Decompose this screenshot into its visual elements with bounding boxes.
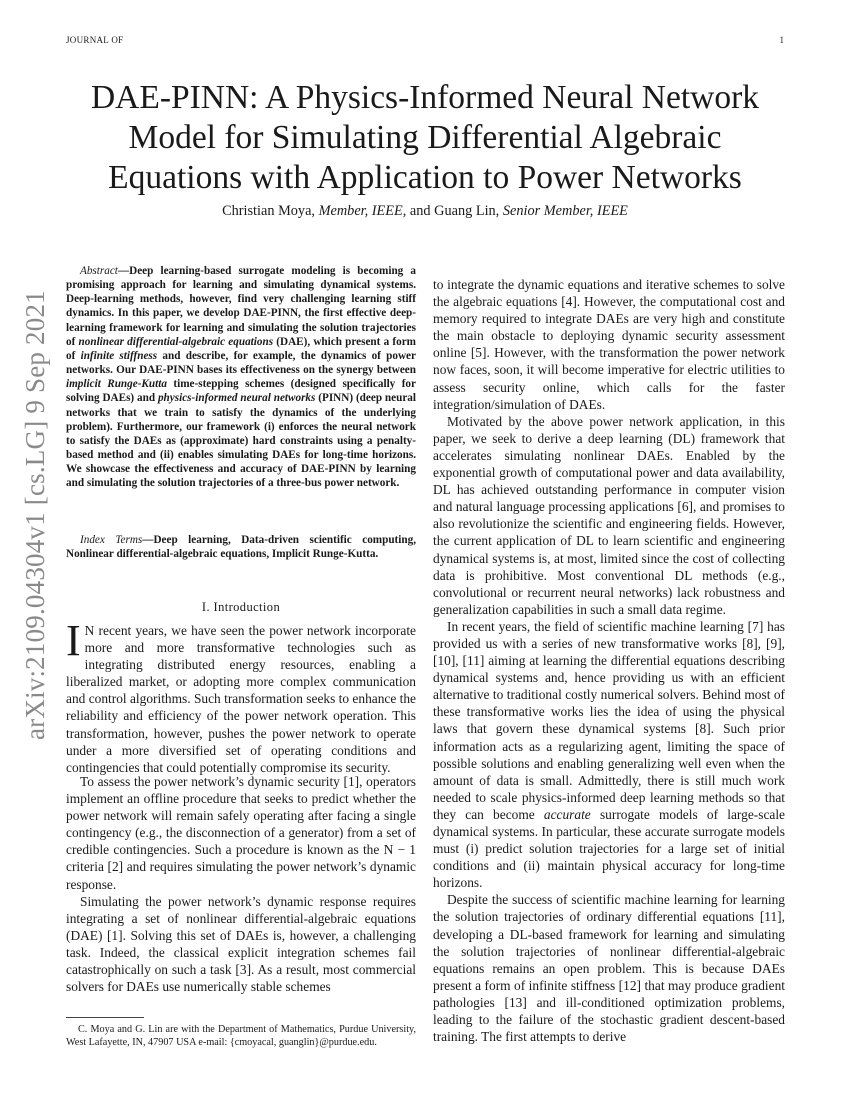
abstract-text-1: —Deep learning-based surrogate modeling is becoming a promising approach for learning and simulating dynamical systems. Deep-learning methods, however, find very challenging learning stiff dynamics. In this paper, we develop DAE-PINN, the first effective deep-learning framework for learning and simulating the solution trajectories of: [66, 265, 416, 348]
arxiv-identifier[interactable]: arXiv:2109.04304v1 [cs.LG] 9 Sep 2021: [20, 290, 50, 740]
drop-cap: I: [66, 616, 81, 665]
intro-paragraph-2: To assess the power network’s dynamic security [1], operators implement an offline procedure that seeks to predict whether the power network will remain safely operating after facing a single contingency (e.g., the disconnection of a generator) from a set of credible contingencies. Such a procedure is known as the N − 1 criteria [2] and requires simulating the power network’s dynamic response.: [66, 774, 416, 892]
abstract-text-4: time-stepping schemes (designed specifically for solving DAEs) and: [66, 378, 416, 405]
section-heading-introduction: I. Introduction: [201, 600, 281, 614]
abstract-text-3: and describe, for example, the dynamics of power networks. Our DAE-PINN bases its effectiveness on the synergy between: [66, 349, 416, 377]
page-number: 1: [779, 35, 784, 45]
abstract: [66, 264, 416, 491]
index-terms-label: Index Terms: [80, 534, 143, 546]
author-joiner: and: [406, 203, 435, 219]
paper-title: [66, 78, 784, 198]
author-2-name: Guang Lin,: [434, 203, 500, 219]
right-paragraph-2: Motivated by the above power network application, in this paper, we seek to derive a deep learning (DL) framework that accelerates simulating nonlinear DAEs. Enabled by the exponential growth of computational power and data availability, DL has achieved outstanding performance in computer vision and natural language processing applications [6], and promises to also revolutionize the scientific and engineering fields. However, the current application of DL to learn scientific and engineering dynamical systems is, at most, limited since the cost of collecting data is prohibitive. Most conventional DL methods (e.g., convolutional or recurrent neural networks) lack robustness and generalization capabilities in such a small data regime.: [433, 413, 785, 617]
abstract-label: Abstract: [80, 265, 118, 277]
abstract-emphasis-2: infinite stiffness: [80, 349, 158, 362]
running-header: JOURNAL OF: [66, 35, 124, 45]
title-line-3: Equations with Application to Power Networks: [108, 159, 742, 196]
right-paragraph-3-text-b: surrogate models of large-scale dynamical systems. In particular, these accurate surrogate models must (i) predict solution trajectories for a large set of initial conditions and (ii) maintain physical accuracy for long-time horizons.: [433, 806, 785, 891]
author-2-role: Senior Member, IEEE: [502, 203, 628, 219]
abstract-emphasis-4: physics-informed neural networks: [157, 392, 316, 405]
abstract-emphasis-1: nonlinear differential-algebraic equations: [78, 335, 274, 348]
index-terms-text: —Deep learning, Data-driven scientific computing, Nonlinear differential-algebraic equations, Implicit Runge-Kutta.: [66, 534, 417, 561]
author-affiliation-footnote: C. Moya and G. Lin are with the Department of Mathematics, Purdue University, West Lafayette, IN, 47907 USA e-mail: {cmoyacal, guanglin}@purdue.edu.: [66, 1024, 416, 1048]
intro-paragraph-3: Simulating the power network’s dynamic response requires integrating a set of nonlinear differential-algebraic equations (DAE) [1]. Solving this set of DAEs is, however, a challenging task. Indeed, the classical explicit integration schemes fail catastrophically on such a task [3]. As a result, most commercial solvers for DAEs use numerically stable schemes: [66, 893, 416, 995]
abstract-text-2: (DAE), which present a form of: [66, 335, 416, 362]
right-paragraph-3-text-a: In recent years, the field of scientific machine learning [7] has provided us with a series of new transformative works [8], [9], [10], [11] aiming at learning the differential equations describing dynamical systems and, hence providing us with an efficient alternative to traditional costly numerical solvers. Behind most of these transformative works lies the idea of using the physical laws that govern these dynamical systems [8]. Such prior information acts as a regularizing agent, limiting the space of possible solutions and enabling generalizing well even when the amount of data is small. Admittedly, there is still much work needed to scale physics-informed deep learning methods so that they can become: [433, 618, 785, 822]
right-paragraph-1: to integrate the dynamic equations and iterative schemes to solve the algebraic equations [4]. However, the computational cost and memory required to integrate DAEs are very high and constitute the main obstacle to deploying dynamic security assessment online [5]. However, with the transformation the power network now faces, soon, it will become imperative for electric utilities to assess security online, which calls for the faster integration/simulation of DAEs.: [433, 277, 785, 412]
intro-paragraph-1: [66, 616, 416, 776]
abstract-emphasis-3: implicit Runge-Kutta: [66, 378, 167, 391]
right-column-body: [433, 276, 785, 1045]
right-paragraph-3-emphasis: accurate: [543, 806, 591, 822]
index-terms: [66, 533, 416, 561]
footnote-rule: [66, 1017, 144, 1018]
intro-paragraph-1-text: N recent years, we have seen the power network incorporate more and more transformative technologies such as integrating distributed energy resources, enabling a liberalized market, or adopting more complex communication and control algorithms. Such transformation seeks to enhance the reliability and efficiency of the power network operation. This transformation, however, pushes the power network to operate under a more diversified set of operating conditions and contingencies that could potentially compromise its security.: [66, 623, 416, 775]
left-column-body: [66, 773, 416, 995]
title-line-2: Model for Simulating Differential Algebraic: [128, 119, 722, 156]
right-paragraph-3: [433, 618, 785, 892]
title-line-1: DAE-PINN: A Physics-Informed Neural Network: [90, 79, 760, 116]
abstract-text-5: (PINN) (deep neural networks that we train to satisfy the dynamics of the underlying problem). Furthermore, our framework (i) enforces the neural network to satisfy the DAEs as (approximate) hard constraints using a penalty-based method and (ii) enables simulating DAEs for long-time horizons. We showcase the effectiveness and accuracy of DAE-PINN by learning and simulating the solution trajectories of a three-bus power network.: [66, 392, 417, 490]
author-1-role: Member, IEEE,: [318, 203, 407, 219]
author-line: [66, 203, 784, 220]
right-paragraph-4: Despite the success of scientific machine learning for learning the solution trajectories of ordinary differential equations [11], developing a DL-based framework for learning and simulating the solution trajectories of nonlinear differential-algebraic equations remains an open problem. This is because DAEs present a form of infinite stiffness [12] that may produce gradient pathologies [13] and ill-conditioned optimization problems, leading to the failure of the stochastic gradient descent-based training. The first attempts to derive: [433, 892, 785, 1045]
author-1-name: Christian Moya,: [222, 203, 316, 219]
